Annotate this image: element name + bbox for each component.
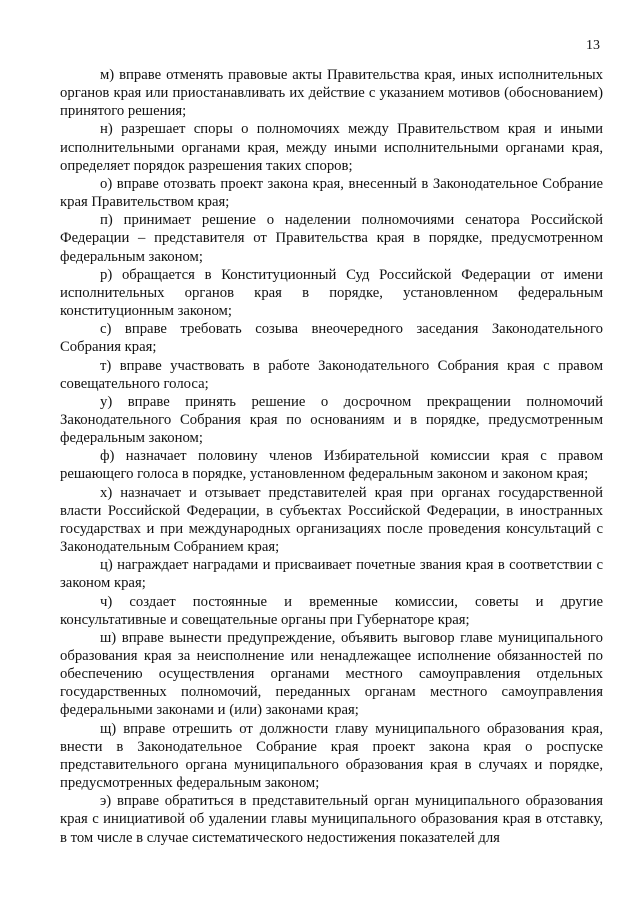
list-item-kh: х) назначает и отзывает представителей края при органах государственной власти Российской Федерации, в субъектах Российской Федерации, в иностранных государствах и при международных организациях после проведения консультаций с Законодательным Собранием края; xyxy=(60,484,603,556)
list-item-f: ф) назначает половину членов Избирательной комиссии края с правом решающего голоса в порядке, установленном федеральным законом и законом края; xyxy=(60,448,603,483)
page-number: 13 xyxy=(586,38,600,53)
list-item-ch: ч) создает постоянные и временные комиссии, советы и другие консультативные и совещательные органы при Губернаторе края; xyxy=(60,593,603,628)
list-item-sh: ш) вправе вынести предупреждение, объявить выговор главе муниципального образования края за неисполнение или ненадлежащее исполнение обязанностей по обеспечению осуществления органами местного самоуправления отдельных государственных полномочий, переданных органам местного самоуправления федеральными законами и (или) законами края; xyxy=(60,629,603,719)
list-item-shch: щ) вправе отрешить от должности главу муниципального образования края, внести в Законодательное Собрание края проект закона края о роспуске представительного органа муниципального образования края в случаях и порядке, предусмотренных федеральным законом; xyxy=(60,720,603,792)
list-item-p: п) принимает решение о наделении полномочиями сенатора Российской Федерации – представителя от Правительства края в порядке, предусмотренном федеральным законом; xyxy=(60,212,603,265)
list-item-t: т) вправе участвовать в работе Законодательного Собрания края с правом совещательного голоса; xyxy=(60,357,603,392)
list-item-n: н) разрешает споры о полномочиях между Правительством края и иными исполнительными органами края, между иными исполнительными органами края, определяет порядок разрешения таких споров; xyxy=(60,121,603,174)
list-item-o: о) вправе отозвать проект закона края, внесенный в Законодательное Собрание края Правительством края; xyxy=(60,175,603,211)
list-item-ts: ц) награждает наградами и присваивает почетные звания края в соответствии с законом края; xyxy=(60,557,603,592)
list-item-m: м) вправе отменять правовые акты Правительства края, иных исполнительных органов края или приостанавливать их действие с указанием мотивов (обоснованием) принятого решения; xyxy=(60,67,603,120)
document-body xyxy=(60,66,603,847)
list-item-r: р) обращается в Конституционный Суд Российской Федерации от имени исполнительных органов края в порядке, установленном федеральным конституционным законом; xyxy=(60,266,603,320)
list-item-s: с) вправе требовать созыва внеочередного заседания Законодательного Собрания края; xyxy=(60,321,603,356)
list-item-e: э) вправе обратиться в представительный орган муниципального образования края с инициативой об удалении главы муниципального образования края в отставку, в том числе в случае систематического недостижения показателей для xyxy=(60,793,603,846)
list-item-u: у) вправе принять решение о досрочном прекращении полномочий Законодательного Собрания края по основаниям и в порядке, предусмотренным федеральным законом; xyxy=(60,393,603,447)
